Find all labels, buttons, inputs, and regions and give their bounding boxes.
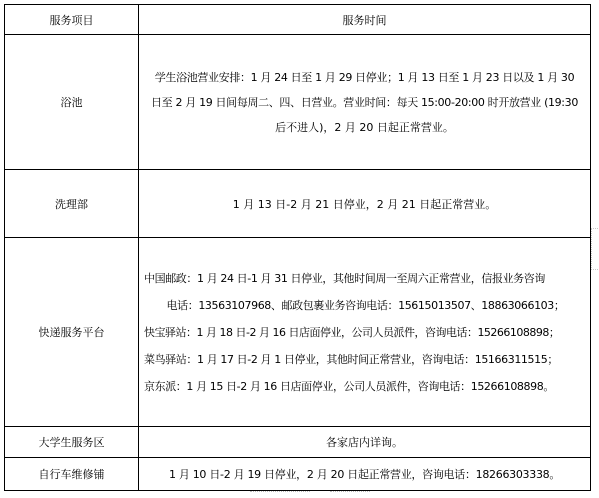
row-time-bath: [139, 35, 591, 170]
header-service-item: 服务项目: [5, 5, 139, 35]
table-row: [5, 238, 591, 427]
express-line-kuaibao: 快宝驿站：1 月 18 日-2 月 16 日店面停业，公司人员派件，咨询电话：15266108898；: [144, 325, 560, 339]
row-item-bike: 自行车维修铺: [5, 458, 139, 491]
table-row: [5, 170, 591, 238]
table-header-row: [5, 5, 591, 35]
row-time-laundry: 1 月 13 日-2 月 21 日停业，2 月 21 日起正常营业。: [139, 170, 591, 238]
bath-line-1: 学生浴池营业安排：1 月 24 日至 1 月 29 日停业；1 月 13 日至 1 月 23 日以及 1 月 30: [154, 70, 575, 84]
resize-handle-mark: [591, 228, 599, 270]
bath-line-2: 日至 2 月 19 日间每周二、四、日营业。营业时间：每天 15:00-20:00 时开放营业 (19:30: [151, 95, 578, 109]
row-time-express: [139, 238, 591, 427]
row-time-bike: 1 月 10 日-2 月 19 日停业，2 月 20 日起正常营业，咨询电话：18266303338。: [139, 458, 591, 491]
bath-line-3: 后不进人)，2 月 20 日起正常营业。: [275, 120, 454, 134]
table-row: [5, 458, 591, 491]
header-service-time: 服务时间: [139, 5, 591, 35]
express-line-jd: 京东派：1 月 15 日-2 月 16 日店面停业，公司人员派件，咨询电话：15266108898。: [144, 379, 554, 393]
express-line-cainiao: 菜鸟驿站：1 月 17 日-2 月 1 日停业，其他时间正常营业，咨询电话：15166311515；: [144, 352, 558, 366]
express-line-china-post-phones: 电话：13563107968、邮政包裹业务咨询电话：15615013507、18863066103；: [166, 298, 565, 312]
row-item-bath: 浴池: [5, 35, 139, 170]
service-schedule-table: [4, 4, 591, 491]
express-line-china-post: 中国邮政：1 月 24 日-1 月 31 日停业，其他时间周一至周六正常营业，信报业务咨询: [144, 271, 545, 285]
row-time-student-service: 各家店内详询。: [139, 427, 591, 458]
table-row: [5, 427, 591, 458]
row-item-laundry: 洗理部: [5, 170, 139, 238]
row-item-student-service: 大学生服务区: [5, 427, 139, 458]
table-row: [5, 35, 591, 170]
row-item-express: 快递服务平台: [5, 238, 139, 427]
